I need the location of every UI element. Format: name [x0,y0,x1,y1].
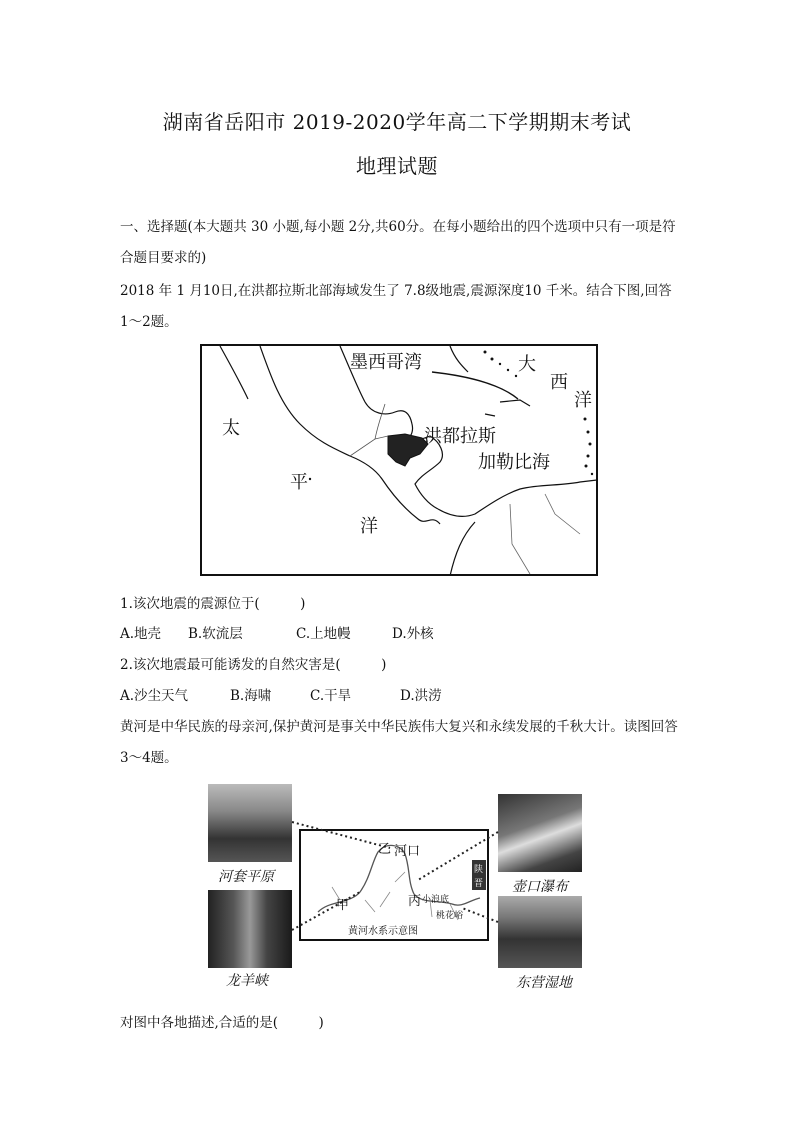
label-shan: 陕 [474,865,484,875]
q1-option-a[interactable]: A.地壳 [120,626,162,642]
q1-option-d[interactable]: D.外核 [392,626,434,642]
caption-hukou-waterfall: 壶口瀑布 [512,879,568,895]
q1-option-b[interactable]: B.软流层 [188,626,243,642]
section-heading: 一、选择题(本大题共 30 小题,每小题 2分,共60分。在每小题给出的四个选项中只有一项是符合题目要求的) [120,219,676,266]
q2-option-c[interactable]: C.干旱 [310,688,352,704]
label-jia: 甲 [336,898,350,913]
label-tai: 太 [222,418,240,439]
q2-option-a[interactable]: A.沙尘天气 [120,688,189,704]
label-bing: 丙 [408,894,422,909]
label-da: 大 [518,354,536,375]
question-1-stem: 1.该次地震的震源位于( ) [120,596,306,612]
caption-hetao-plain: 河套平原 [218,869,274,885]
label-xiaolangdi: 小浪底 [422,895,450,905]
label-yang-atlantic: 洋 [574,390,592,411]
label-gulf-of-mexico: 墨西哥湾 [350,352,422,373]
q1-option-c[interactable]: C.上地幔 [296,626,351,642]
intro-earthquake: 2018 年 1 月10日,在洪都拉斯北部海域发生了 7.8级地震,震源深度10 千米。结合下图,回答 1～2题。 [120,283,672,330]
page-subtitle: 地理试题 [356,154,438,178]
label-yi: 乙 [378,842,392,857]
question-1-options [120,622,680,642]
page-title: 湖南省岳阳市 2019-2020学年高二下学期期末考试 [162,110,632,134]
figure-yellow-river [200,782,590,992]
caption-longyang-gorge: 龙羊峡 [226,973,268,989]
q2-option-b[interactable]: B.海啸 [230,688,272,704]
label-taohuayu: 桃花峪 [436,911,464,921]
question-2-stem: 2.该次地震最可能诱发的自然灾害是( ) [120,657,387,673]
caption-dongying-wetland: 东营湿地 [516,975,572,991]
label-xi: 西 [550,372,568,393]
map-central-america [200,344,598,576]
label-hekou: 河口 [394,844,421,859]
label-ping: 平 [290,472,308,493]
intro-yellow-river: 黄河是中华民族的母亲河,保护黄河是事关中华民族伟大复兴和永续发展的千秋大计。读图回答 3～4题。 [120,719,678,766]
label-yang-pacific: 洋 [360,516,378,537]
question-3-stem: 对图中各地描述,合适的是( ) [120,1015,324,1031]
question-2-options [120,684,680,704]
label-honduras: 洪都拉斯 [424,426,496,447]
label-caribbean-sea: 加勒比海 [478,452,550,473]
q2-option-d[interactable]: D.洪涝 [400,688,442,704]
label-jin: 晋 [474,879,484,889]
yellow-river-schematic [200,782,590,992]
schematic-title: 黄河水系示意图 [348,926,418,937]
